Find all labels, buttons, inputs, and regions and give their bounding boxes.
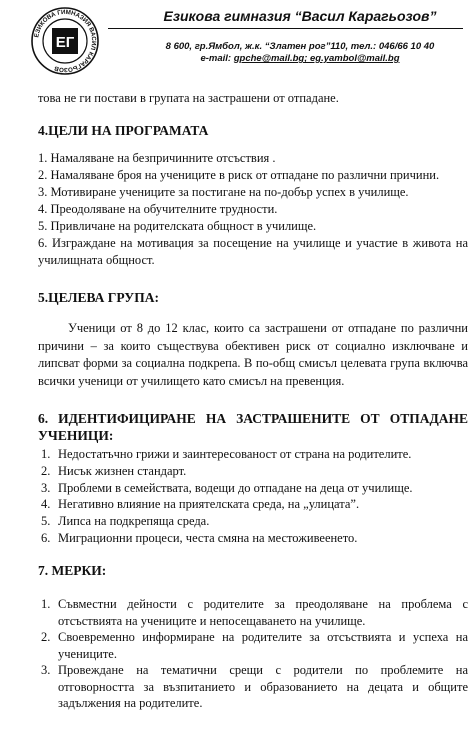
logo-letters: ЕГ [55, 34, 75, 51]
list-item: 1. Намаляване на безпричинните отсъствия . [38, 151, 276, 165]
section-5-heading: 5.ЦЕЛЕВА ГРУПА: [38, 290, 159, 305]
section-7-heading: 7. МЕРКИ: [38, 563, 107, 578]
list-item: 6. Изграждане на мотивация за посещение на училище и участие в живота на училищната общност. [38, 236, 468, 267]
list-item: 4. Преодоляване на обучителните трудности. [38, 202, 278, 216]
list-item: 1. Съвместни дейности с родителите за преодоляване на проблема с отсъствията на учениците и непосещаването на училище. [41, 597, 468, 628]
school-address: 8 600, гр.Ямбол, ж.к. “Златен рог”110, тел.: 046/66 10 40 [165, 41, 435, 52]
section-6-heading: 6. ИДЕНТИФИЦИРАНЕ НА ЗАСТРАШЕНИТЕ ОТ ОТПАДАНЕ УЧЕНИЦИ: [38, 411, 468, 443]
school-logo [30, 6, 100, 76]
section-7-list [41, 596, 468, 712]
logo-ring-text: ЕЗИКОВА ГИМНАЗИЯ ВАСИЛ КАРАГЬОЗОВ [33, 8, 98, 74]
list-item: 2. Нисък жизнен стандарт. [41, 463, 187, 478]
email-addresses[interactable]: gpche@mail.bg; eg.yambol@mail.bg [233, 53, 400, 64]
list-item: 5. Липса на подкрепяща среда. [41, 514, 210, 529]
email-prefix: e-mail: [200, 53, 234, 64]
list-item: 4. Негативно влияние на приятелската среда, на „улицата”. [41, 497, 360, 512]
letterhead [0, 0, 469, 80]
list-item: 2. Своевременно информиране на родителите за отсъствията и успеха на учениците. [41, 630, 468, 661]
list-item: 3. Провеждане на тематични срещи с родители по проблемите на отговорността за възпитанието и образованието на децата и общите задължения на родителите. [41, 663, 468, 710]
intro-line: това не ги постави в групата на застрашени от отпадане. [38, 91, 339, 105]
school-emails [150, 53, 450, 64]
list-item: 6. Миграционни процеси, честа смяна на местоживеенето. [41, 530, 358, 545]
section-4-heading: 4.ЦЕЛИ НА ПРОГРАМАТА [38, 123, 209, 138]
school-name: Езикова гимназия “Васил Карагьозов” [163, 8, 437, 24]
header-divider [108, 28, 463, 29]
list-item: 1. Недостатъчно грижи и заинтересованост от страна на родителите. [41, 447, 412, 461]
section-6-list [41, 446, 468, 547]
section-4-list [38, 150, 468, 269]
section-5-paragraph: Ученици от 8 до 12 клас, които са застрашени от отпадане по различни причини – за които съществува обективен риск от социално изключване и липсват форми за социална подкрепа. В по-общ смисъл целевата група включва всички ученици от училището като смисъл на превенция. [38, 321, 468, 388]
list-item: 5. Привличане на родителската общност в училище. [38, 219, 317, 233]
list-item: 2. Намаляване броя на учениците в риск от отпадане по различни причини. [38, 168, 440, 182]
list-item: 3. Мотивиране учениците за постигане на по-добър успех в училище. [38, 185, 409, 199]
list-item: 3. Проблеми в семействата, водещи до отпадане на деца от училище. [41, 480, 413, 495]
